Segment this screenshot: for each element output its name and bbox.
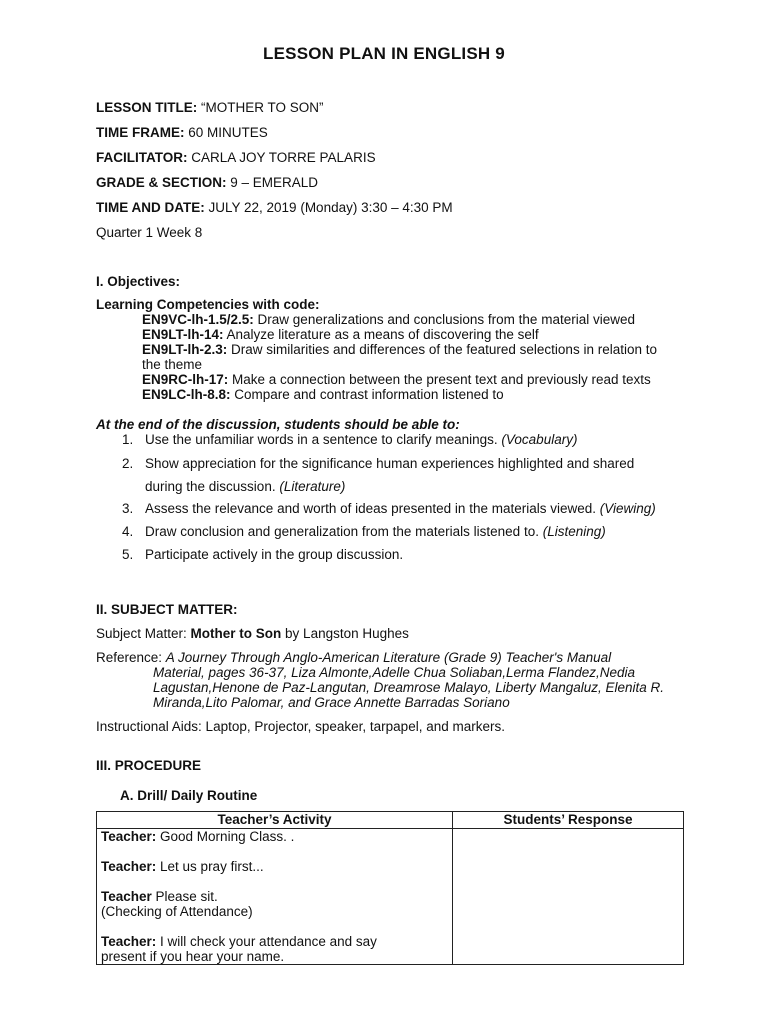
speaker-label: Teacher: (101, 859, 157, 874)
facilitator-line (96, 150, 376, 165)
page-title: LESSON PLAN IN ENGLISH 9 (263, 44, 505, 63)
grade-section-value: 9 – EMERALD (226, 175, 319, 190)
reference-continuation: Lagustan,Henone de Paz-Langutan, Dreamrose Malayo, Liberty Mangaluz, Elenita R. (153, 680, 665, 695)
table-row (97, 829, 684, 965)
drill-routine-table (96, 811, 684, 965)
time-frame-label: TIME FRAME: (96, 125, 185, 140)
objective-tag: (Vocabulary) (501, 432, 578, 447)
time-frame-value: 60 MINUTES (184, 125, 268, 140)
objective-number: 5. (122, 547, 134, 562)
reference-label: Reference: (96, 650, 166, 665)
speaker-text: Let us pray first... (156, 859, 264, 874)
objective-text: Draw conclusion and generalization from the materials listened to. (145, 524, 543, 539)
quarter-week: Quarter 1 Week 8 (96, 225, 203, 240)
speaker-text: Please sit. (151, 889, 218, 904)
teacher-line (101, 859, 448, 874)
teacher-line (101, 904, 448, 919)
competency-text: Draw similarities and differences of the featured selections in relation to (227, 342, 657, 357)
objective-text: during the discussion. (145, 479, 280, 494)
subject-matter-author: by Langston Hughes (281, 626, 409, 641)
competency-code: EN9VC-lh-1.5/2.5: (142, 312, 254, 327)
objective-item-continuation (145, 479, 345, 494)
teacher-activity-cell (97, 829, 453, 965)
speaker-label: Teacher (101, 889, 152, 904)
objective-item (122, 524, 606, 539)
competencies-heading: Learning Competencies with code: (96, 297, 320, 312)
objective-text: Participate actively in the group discussion. (145, 547, 404, 562)
objective-tag: (Listening) (542, 524, 606, 539)
reference-continuation: Material, pages 36-37, Liza Almonte,Adelle Chua Soliaban,Lerma Flandez,Nedia (153, 665, 636, 680)
subject-matter-title: Mother to Son (190, 626, 282, 641)
competency-text: Analyze literature as a means of discovering the self (223, 327, 539, 342)
column-header-teacher: Teacher’s Activity (97, 812, 453, 829)
lesson-title-value: “MOTHER TO SON” (197, 100, 324, 115)
objective-text: Assess the relevance and worth of ideas presented in the materials viewed. (145, 501, 600, 516)
objectives-heading: I. Objectives: (96, 274, 181, 289)
table-header-row (97, 812, 684, 829)
competency-text: Compare and contrast information listened to (230, 387, 504, 402)
competency-item (142, 387, 504, 402)
time-date-line (96, 200, 453, 215)
competency-code: EN9LT-lh-14: (142, 327, 224, 342)
facilitator-label: FACILITATOR: (96, 150, 188, 165)
competency-wrap: the theme (142, 357, 203, 372)
reference-line (96, 650, 611, 665)
objective-number: 2. (122, 456, 134, 471)
grade-section-label: GRADE & SECTION: (96, 175, 227, 190)
end-of-discussion-heading: At the end of the discussion, students should be able to: (96, 417, 460, 432)
subject-matter-label: Subject Matter: (96, 626, 191, 641)
speaker-text: I will check your attendance and say (156, 934, 377, 949)
objective-item (122, 456, 634, 471)
grade-section-line (96, 175, 318, 190)
objective-text: Show appreciation for the significance human experiences highlighted and shared (145, 456, 635, 471)
lesson-title-label: LESSON TITLE: (96, 100, 198, 115)
speaker-label: Teacher: (101, 829, 157, 844)
speaker-text: Good Morning Class. . (156, 829, 295, 844)
objective-item (122, 432, 577, 447)
speaker-label: Teacher: (101, 934, 157, 949)
competency-item (142, 372, 651, 387)
time-date-label: TIME AND DATE: (96, 200, 205, 215)
subject-matter-heading: II. SUBJECT MATTER: (96, 602, 238, 617)
speaker-text: present if you hear your name. (101, 949, 285, 964)
objective-item (122, 547, 403, 562)
drill-routine-heading: A. Drill/ Daily Routine (120, 788, 258, 803)
teacher-line (101, 949, 448, 964)
speaker-text: (Checking of Attendance) (101, 904, 253, 919)
competency-text: Draw generalizations and conclusions from the material viewed (253, 312, 635, 327)
competency-code: EN9LT-lh-2.3: (142, 342, 228, 357)
objective-item (122, 501, 656, 516)
subject-matter-line (96, 626, 409, 641)
teacher-line (101, 889, 448, 904)
lesson-title-line (96, 100, 324, 115)
objective-tag: (Viewing) (599, 501, 656, 516)
objective-number: 1. (122, 432, 134, 447)
teacher-line (101, 934, 448, 949)
competency-code: EN9LC-lh-8.8: (142, 387, 231, 402)
competency-item (142, 327, 539, 342)
teacher-line (101, 829, 448, 844)
facilitator-value: CARLA JOY TORRE PALARIS (187, 150, 376, 165)
column-header-students: Students’ Response (453, 812, 684, 829)
reference-continuation: Miranda,Lito Palomar, and Grace Annette Barradas Soriano (153, 695, 510, 710)
objective-number: 4. (122, 524, 134, 539)
students-response-cell (453, 829, 684, 965)
competency-item (142, 342, 657, 357)
instructional-aids: Instructional Aids: Laptop, Projector, speaker, tarpapel, and markers. (96, 719, 505, 734)
procedure-heading: III. PROCEDURE (96, 758, 202, 773)
competency-code: EN9RC-lh-17: (142, 372, 229, 387)
reference-text: A Journey Through Anglo-American Literature (Grade 9) Teacher's Manual (165, 650, 612, 665)
objective-tag: (Literature) (279, 479, 346, 494)
objective-text: Use the unfamiliar words in a sentence to clarify meanings. (145, 432, 502, 447)
competency-item (142, 312, 635, 327)
objective-number: 3. (122, 501, 134, 516)
time-date-value: JULY 22, 2019 (Monday) 3:30 – 4:30 PM (204, 200, 453, 215)
competency-text: Make a connection between the present text and previously read texts (228, 372, 651, 387)
time-frame-line (96, 125, 268, 140)
